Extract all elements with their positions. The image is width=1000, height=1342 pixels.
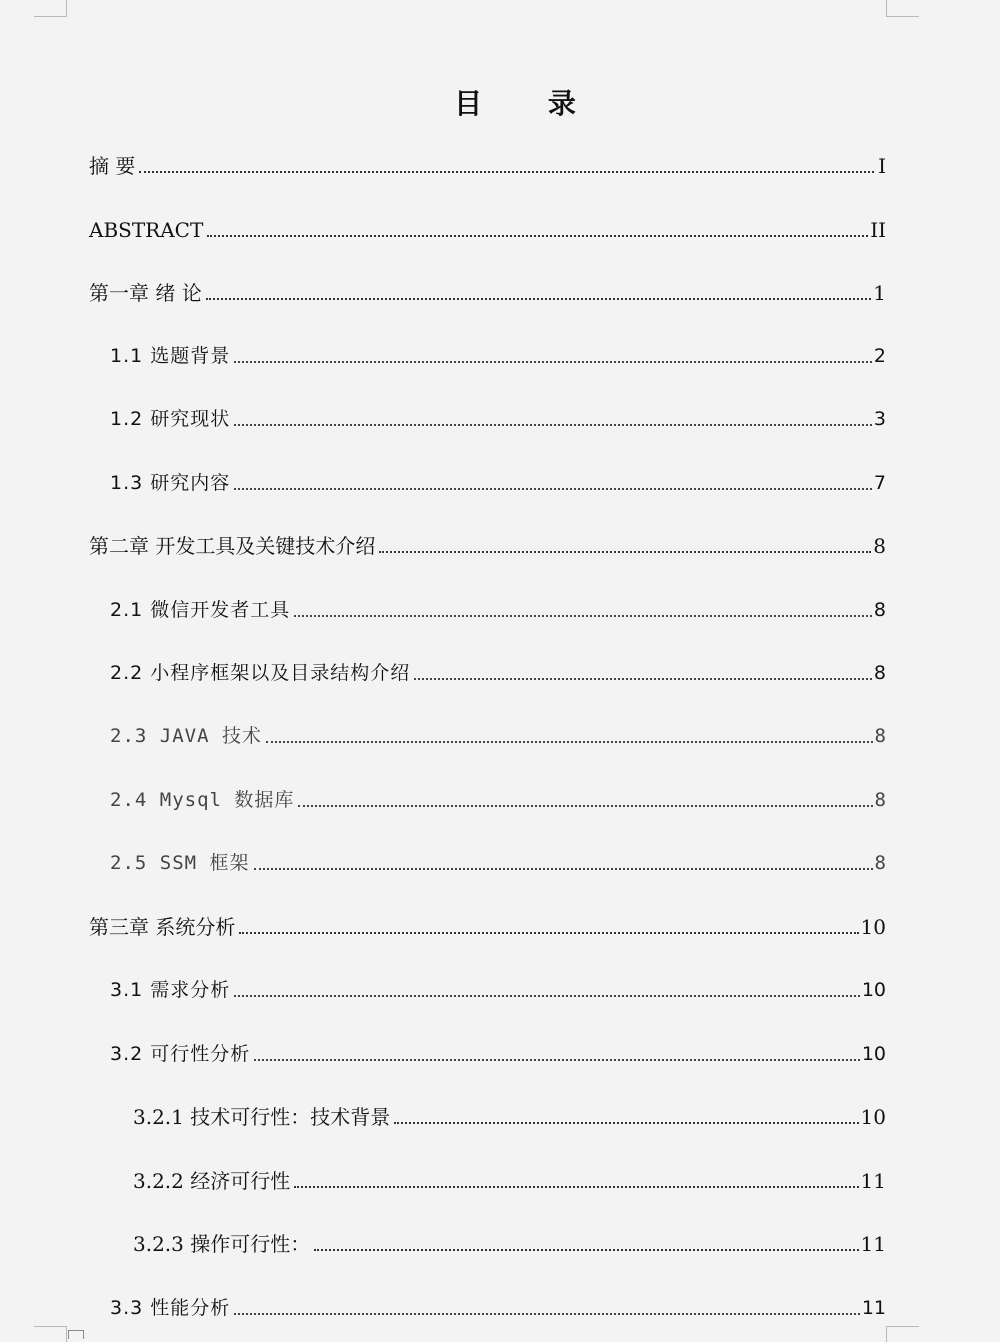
toc-page-number: 8 <box>874 725 886 747</box>
toc-page-number: 8 <box>874 789 886 811</box>
toc-leader <box>266 740 873 743</box>
toc-leader <box>239 931 858 934</box>
toc-label: 2.4 Mysql 数据库 <box>110 789 295 811</box>
toc-entry-subsection-3-2-3[interactable] <box>133 1226 886 1256</box>
toc-page-number: 11 <box>860 1232 886 1256</box>
toc-entry-abstract-en[interactable] <box>89 212 886 242</box>
toc-label: 1.3 研究内容 <box>110 472 231 494</box>
toc-leader <box>207 234 868 237</box>
toc-page-number: 1 <box>873 281 886 305</box>
toc-leader <box>379 550 871 553</box>
toc-label: 3.2 可行性分析 <box>110 1043 251 1065</box>
toc-leader <box>414 677 872 680</box>
toc-leader <box>314 1248 858 1251</box>
toc-page-number: 7 <box>873 472 886 494</box>
toc-label: 摘 要 <box>89 154 136 178</box>
toc-title: 目 录 <box>454 87 604 120</box>
toc-leader <box>139 170 874 173</box>
page-break-mark <box>68 1330 84 1339</box>
toc-leader <box>254 867 873 870</box>
toc-leader <box>234 487 872 490</box>
toc-page-number: II <box>870 218 886 242</box>
toc-label: ABSTRACT <box>89 218 204 242</box>
toc-leader <box>206 297 872 300</box>
toc-entry-subsection-3-2-2[interactable] <box>133 1163 886 1193</box>
toc-label: 1.1 选题背景 <box>110 345 231 367</box>
toc-entry-abstract-cn[interactable] <box>89 148 886 178</box>
toc-leader <box>294 1185 858 1188</box>
toc-leader <box>394 1121 858 1124</box>
toc-leader <box>298 804 872 807</box>
toc-leader <box>294 614 872 617</box>
toc-label: 2.5 SSM 框架 <box>110 852 250 874</box>
toc-page-number: 10 <box>860 915 886 939</box>
toc-label: 3.2.3 操作可行性： <box>133 1232 311 1256</box>
toc-entry-section-2-5[interactable] <box>110 845 886 875</box>
toc-entry-section-2-4[interactable] <box>110 782 886 812</box>
toc-leader <box>234 423 872 426</box>
toc-page-number: 10 <box>861 979 886 1001</box>
page-corner-mark <box>886 0 919 17</box>
toc-entry-section-2-2[interactable] <box>110 655 886 685</box>
toc-label: 3.3 性能分析 <box>110 1297 231 1319</box>
toc-entry-section-3-1[interactable] <box>110 972 886 1002</box>
toc-entry-section-1-3[interactable] <box>110 465 886 495</box>
toc-page-number: 3 <box>873 408 886 430</box>
toc-page-number: 8 <box>873 662 886 684</box>
toc-entry-section-3-2[interactable] <box>110 1036 886 1066</box>
toc-page-number: I <box>878 154 886 178</box>
toc-label: 第三章 系统分析 <box>89 915 236 939</box>
toc-entry-subsection-3-2-1[interactable] <box>133 1099 886 1129</box>
toc-label: 2.2 小程序框架以及目录结构介绍 <box>110 662 411 684</box>
page-corner-mark <box>34 1326 67 1342</box>
toc-leader <box>234 360 872 363</box>
toc-entry-section-2-1[interactable] <box>110 592 886 622</box>
toc-label: 第一章 绪 论 <box>89 281 202 305</box>
toc-leader <box>254 1058 860 1061</box>
toc-label: 2.3 JAVA 技术 <box>110 725 262 747</box>
toc-page-number: 10 <box>860 1105 886 1129</box>
toc-entry-chapter-1[interactable] <box>89 275 886 305</box>
toc-page-number: 8 <box>874 852 886 874</box>
toc-entry-section-2-3[interactable] <box>110 718 886 748</box>
page-corner-mark <box>886 1326 919 1342</box>
toc-leader <box>234 994 860 997</box>
toc-page-number: 2 <box>873 345 886 367</box>
toc-leader <box>234 1312 860 1315</box>
toc-label: 1.2 研究现状 <box>110 408 231 430</box>
toc-label: 3.2.1 技术可行性：技术背景 <box>133 1105 391 1129</box>
toc-entry-section-1-1[interactable] <box>110 338 886 368</box>
toc-page-number: 10 <box>861 1043 886 1065</box>
toc-entry-chapter-2[interactable] <box>89 528 886 558</box>
toc-label: 第二章 开发工具及关键技术介绍 <box>89 534 376 558</box>
toc-label: 3.1 需求分析 <box>110 979 231 1001</box>
toc-page-number: 8 <box>873 534 886 558</box>
toc-label: 2.1 微信开发者工具 <box>110 599 291 621</box>
toc-page-number: 11 <box>861 1297 886 1319</box>
toc-entry-section-3-3[interactable] <box>110 1290 886 1320</box>
toc-label: 3.2.2 经济可行性 <box>133 1169 291 1193</box>
toc-page-number: 8 <box>873 599 886 621</box>
toc-page-number: 11 <box>860 1169 886 1193</box>
toc-entry-section-1-2[interactable] <box>110 401 886 431</box>
toc-entry-chapter-3[interactable] <box>89 909 886 939</box>
page-corner-mark <box>34 0 67 17</box>
